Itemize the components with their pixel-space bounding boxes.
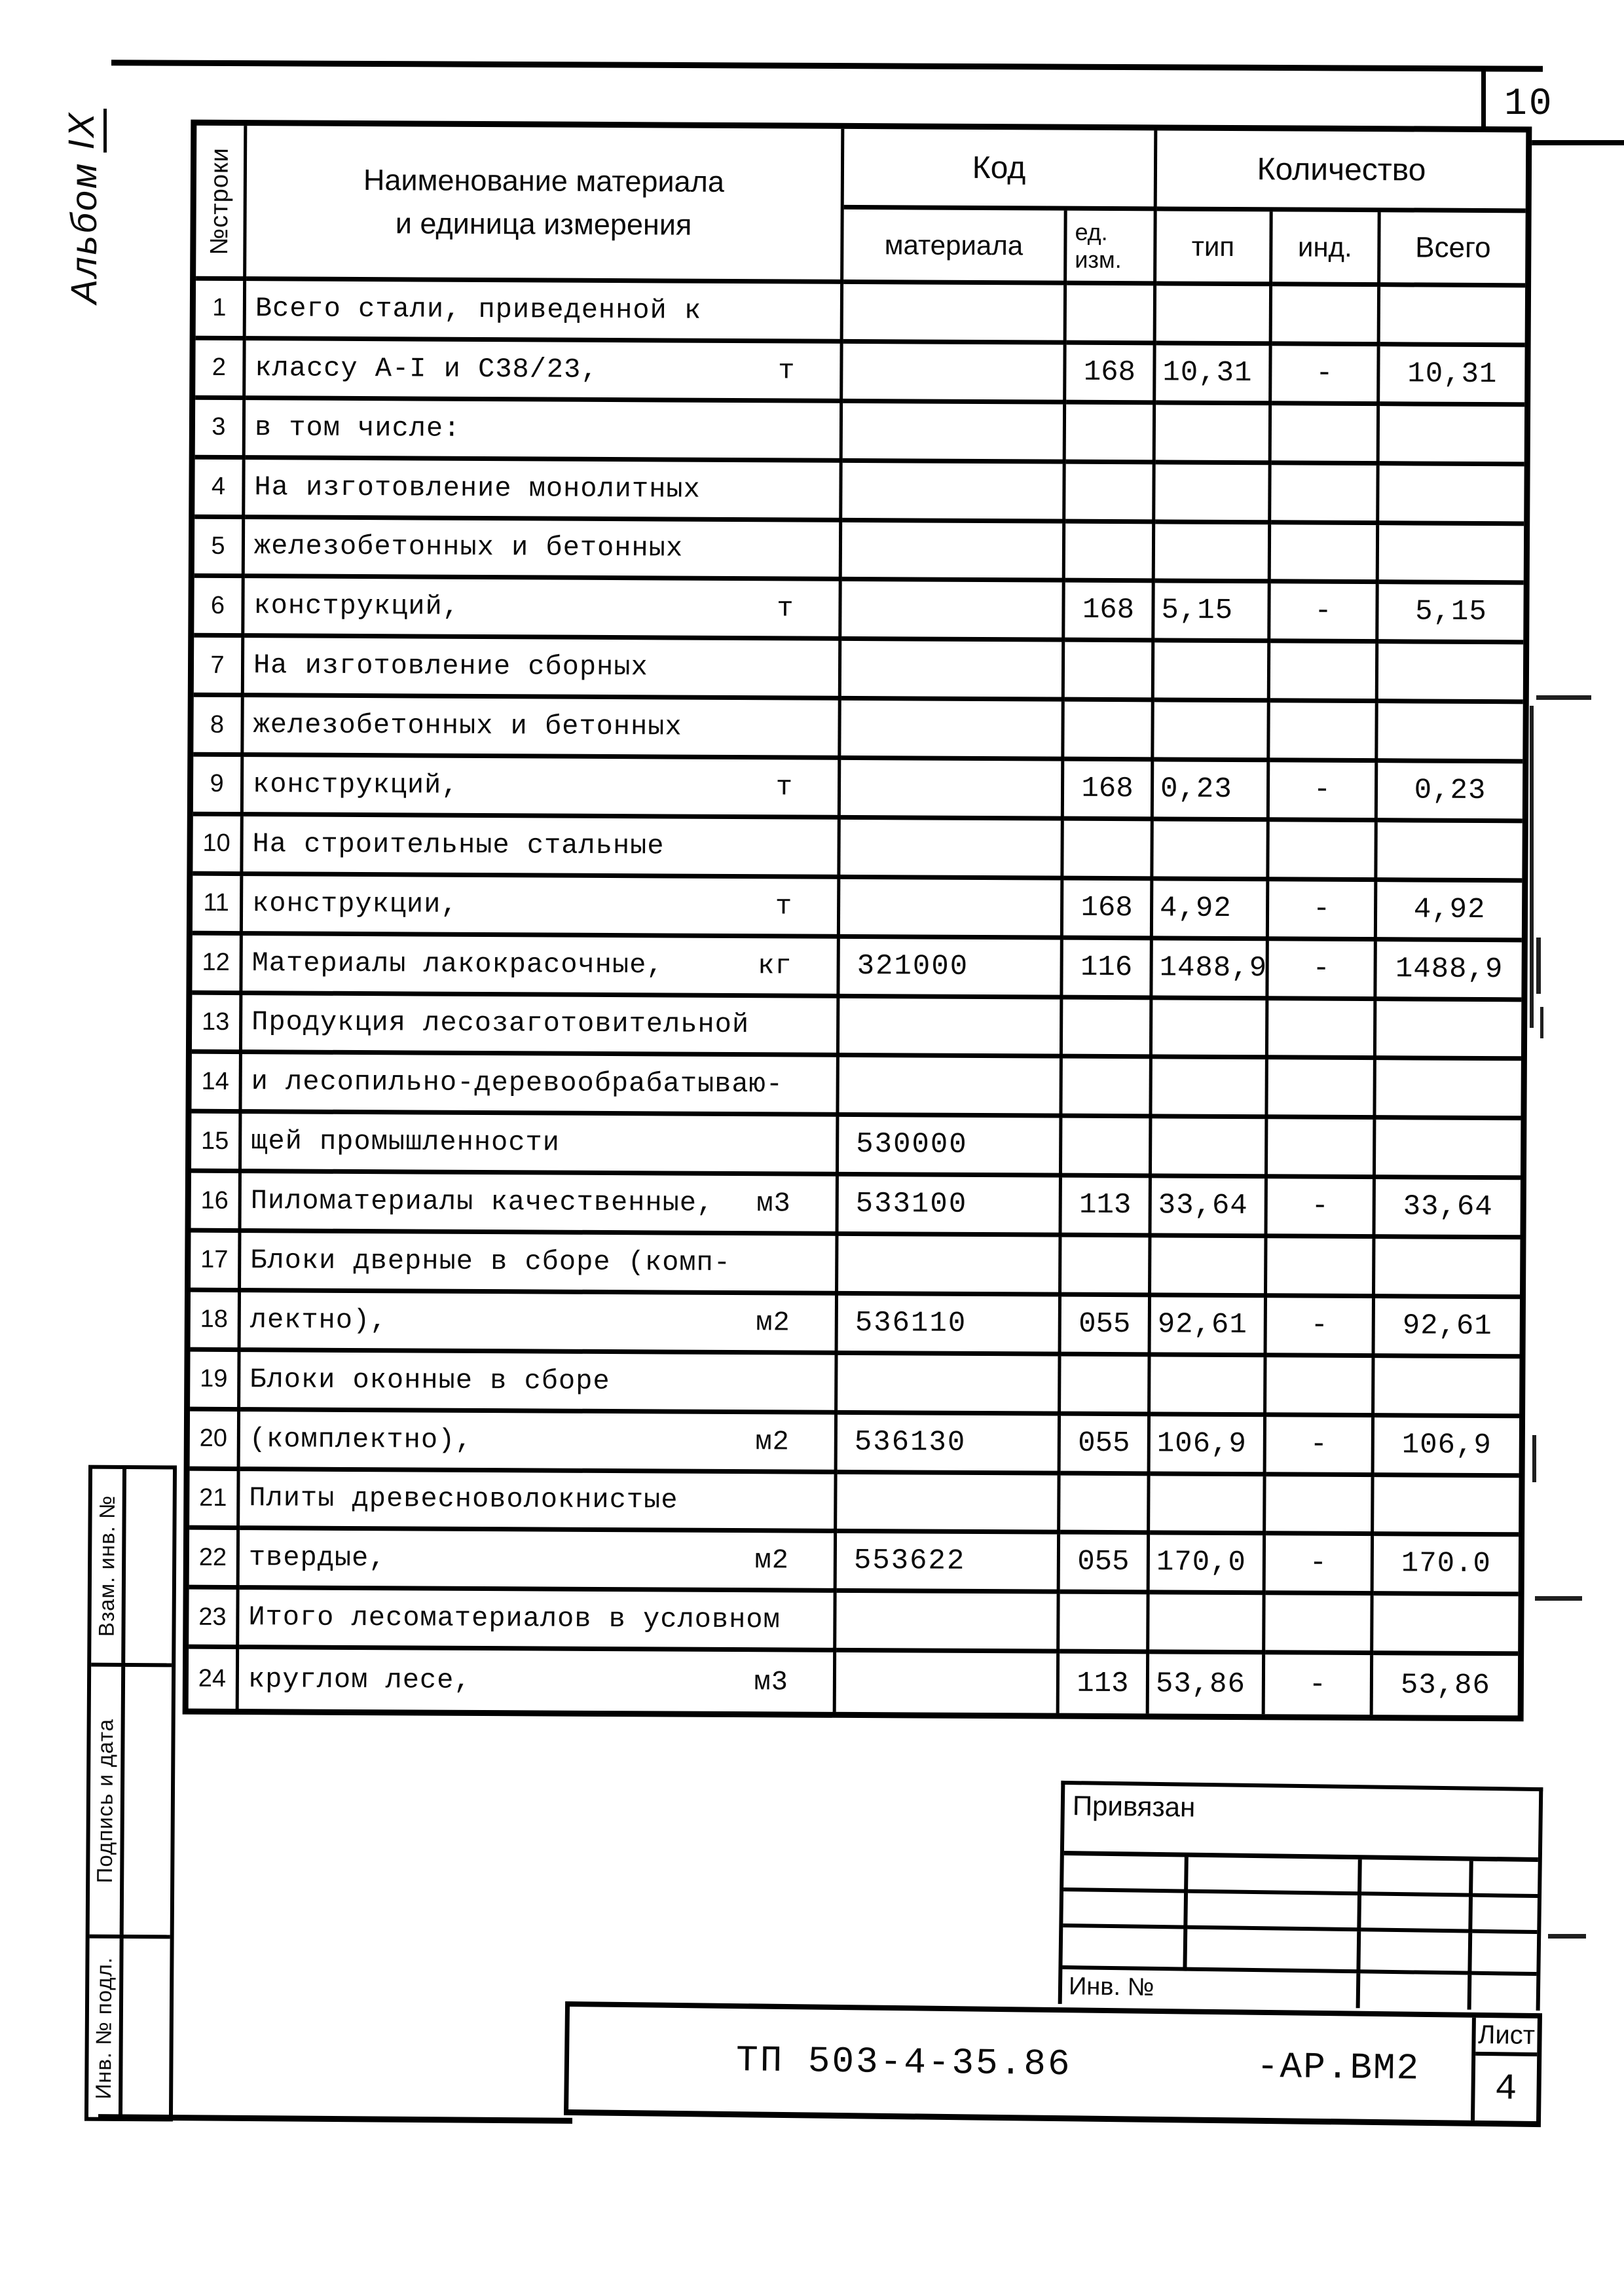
grid-cell [1360, 1973, 1472, 2009]
header-unit-line2: изм. [1075, 246, 1122, 273]
unit-code-cell [1061, 1356, 1151, 1416]
qty-ind-cell: - [1268, 941, 1376, 1001]
unit-code-cell: 055 [1061, 1415, 1151, 1476]
unit-code-cell [1062, 1118, 1152, 1178]
row-number-cell: 10 [193, 816, 243, 876]
material-name-cell [246, 400, 843, 463]
grid-cell [1471, 1975, 1537, 2011]
grid-cell [1472, 1897, 1538, 1934]
qty-total-cell: 1488,9 [1376, 941, 1521, 1002]
material-code-cell [837, 1474, 1060, 1535]
document-code: -АР.ВМ2 [1256, 2045, 1420, 2090]
material-name-cell [244, 638, 841, 701]
qty-type-cell [1156, 405, 1272, 465]
material-unit-text: м3 [756, 1188, 791, 1220]
material-name-cell [246, 340, 843, 403]
qty-ind-cell [1269, 822, 1377, 882]
qty-total-cell: 170.0 [1374, 1537, 1519, 1597]
material-code-cell [843, 403, 1066, 464]
qty-ind-cell: - [1267, 1178, 1375, 1239]
qty-total-cell [1379, 465, 1524, 526]
qty-ind-cell [1271, 524, 1379, 585]
album-label [59, 98, 107, 314]
material-name-text: Материалы лакокрасочные, [251, 947, 664, 981]
material-name-text: лектно), [249, 1303, 388, 1337]
album-label-text: Альбом [62, 161, 104, 304]
qty-total-cell [1380, 287, 1525, 347]
qty-type-cell [1152, 1119, 1268, 1179]
material-code-cell: 553622 [837, 1533, 1060, 1594]
qty-ind-cell: - [1270, 584, 1378, 644]
material-code-cell [840, 879, 1063, 940]
qty-ind-cell [1265, 1595, 1373, 1656]
row-number-cell: 14 [191, 1054, 242, 1114]
unit-code-cell [1060, 1594, 1149, 1654]
qty-type-cell [1151, 1237, 1267, 1298]
qty-ind-cell [1266, 1357, 1375, 1417]
material-name-cell [246, 281, 843, 344]
qty-total-cell: 92,61 [1375, 1298, 1520, 1358]
qty-type-cell: 106,9 [1151, 1416, 1266, 1476]
qty-type-cell: 0,23 [1154, 761, 1270, 822]
material-unit-text: т [777, 592, 794, 625]
qty-type-cell [1155, 464, 1271, 524]
row-number-cell: 4 [194, 459, 245, 519]
qty-type-cell: 53,86 [1149, 1654, 1265, 1714]
material-name-text: Плиты древесноволокнистые [249, 1482, 678, 1517]
qty-ind-cell [1268, 1120, 1376, 1180]
row-number-cell: 23 [189, 1590, 239, 1649]
sidebar-label-box [91, 1469, 126, 1663]
material-code-cell [836, 1593, 1060, 1654]
material-code-cell [841, 701, 1064, 761]
qty-total-cell [1375, 1358, 1519, 1418]
material-name-cell [241, 1173, 838, 1236]
material-name-cell [244, 578, 841, 641]
material-code-cell: 530000 [839, 1117, 1062, 1178]
row-number-cell: 11 [193, 875, 243, 935]
material-name-cell [239, 1649, 836, 1712]
qty-total-cell [1378, 644, 1523, 704]
material-name-text: и лесопильно-деревообрабатываю- [251, 1066, 784, 1101]
header-code-material: материала [843, 210, 1067, 285]
material-code-cell [841, 581, 1065, 642]
qty-ind-cell [1270, 702, 1378, 763]
material-code-cell [839, 1057, 1062, 1118]
header-row-number [196, 126, 247, 281]
qty-type-cell: 170,0 [1150, 1535, 1266, 1595]
row-number-cell: 3 [195, 399, 246, 459]
material-name-text: Блоки дверные в сборе (комп- [250, 1245, 731, 1279]
header-quantity-group: Количество [1157, 130, 1526, 213]
material-name-text: На изготовление сборных [253, 649, 648, 683]
material-code-cell [841, 641, 1065, 702]
title-stamp-main-cell [568, 2007, 1476, 2121]
qty-ind-cell: - [1269, 881, 1377, 941]
row-number-cell: 24 [189, 1649, 239, 1709]
material-name-cell [240, 1352, 838, 1415]
sheet-box [1475, 2018, 1538, 2121]
material-name-cell [240, 1530, 837, 1593]
qty-type-cell [1154, 643, 1270, 703]
material-name-cell [242, 995, 840, 1058]
row-number-cell: 16 [191, 1173, 241, 1233]
qty-type-cell [1155, 524, 1271, 584]
qty-type-cell [1156, 285, 1272, 346]
material-name-cell [245, 460, 842, 522]
unit-code-cell: 055 [1061, 1297, 1151, 1357]
header-unit-of-measure [1067, 211, 1157, 286]
qty-type-cell: 10,31 [1156, 345, 1272, 405]
unit-code-cell [1066, 404, 1156, 464]
material-code-cell: 533100 [838, 1176, 1061, 1237]
header-unit-line1: ед. [1075, 218, 1108, 246]
header-name-line1: Наименование материала [363, 163, 725, 198]
inv-number-label: Инв. № [1062, 1969, 1361, 2008]
unit-code-cell [1063, 821, 1153, 881]
material-name-text: классу А-I и С38/23, [255, 352, 599, 386]
qty-type-cell [1153, 1000, 1268, 1060]
qty-total-cell [1378, 703, 1522, 763]
header-row-number-text: №строки [205, 147, 234, 255]
material-name-cell [243, 876, 840, 939]
corner-sheet-number: 10 [1504, 82, 1554, 126]
qty-total-cell: 33,64 [1375, 1179, 1520, 1239]
material-name-cell [241, 1292, 838, 1355]
material-name-cell [241, 1233, 838, 1296]
grid-cell [1361, 1895, 1473, 1933]
material-code-cell [840, 998, 1063, 1059]
album-roman-numeral: IX [60, 109, 107, 153]
unit-code-cell [1063, 999, 1153, 1059]
row-number-cell: 20 [190, 1411, 240, 1470]
unit-code-cell [1062, 1059, 1152, 1119]
unit-code-cell [1064, 702, 1154, 762]
row-number-cell: 6 [194, 578, 244, 638]
material-unit-text: м2 [754, 1544, 790, 1576]
qty-total-cell: 10,31 [1380, 346, 1524, 407]
material-code-cell [841, 760, 1064, 821]
unit-code-cell: 113 [1061, 1178, 1151, 1238]
material-name-text: На изготовление монолитных [254, 471, 701, 505]
qty-ind-cell [1272, 405, 1380, 465]
material-unit-text: м2 [756, 1307, 790, 1339]
header-qty-total: Всего [1380, 212, 1526, 287]
qty-ind-cell: - [1265, 1654, 1373, 1715]
scan-artifact-dash [1536, 695, 1591, 700]
grid-cell [1187, 1929, 1361, 1974]
qty-ind-cell: - [1267, 1298, 1375, 1358]
row-number-cell: 12 [192, 935, 242, 994]
qty-ind-cell [1271, 465, 1379, 525]
unit-code-cell [1065, 523, 1155, 583]
material-code-cell: 536130 [838, 1414, 1061, 1475]
material-name-cell [245, 519, 842, 582]
sidebar-label-box [90, 1667, 125, 1935]
title-stamp [564, 2001, 1542, 2127]
sheet-number: 4 [1494, 2067, 1517, 2110]
qty-ind-cell: - [1270, 762, 1378, 822]
qty-total-cell [1375, 1239, 1520, 1299]
material-name-text: конструкций, [252, 769, 459, 801]
qty-type-cell [1151, 1357, 1266, 1417]
material-name-cell [240, 1471, 837, 1534]
grid-cell [1063, 1855, 1189, 1893]
material-code-cell [840, 820, 1063, 881]
qty-total-cell: 5,15 [1378, 585, 1523, 645]
header-code-group: Код [844, 129, 1158, 211]
materials-table [183, 120, 1532, 1722]
material-code-cell [842, 522, 1065, 583]
scan-artifact-stroke [1532, 1435, 1536, 1482]
sidebar-cell-inv-podl [88, 1939, 170, 2118]
qty-total-cell: 106,9 [1375, 1417, 1519, 1478]
qty-total-cell [1376, 1001, 1521, 1061]
page-frame-top-rule [111, 60, 1543, 72]
page-frame-bottom-line [98, 2114, 572, 2124]
qty-total-cell [1380, 406, 1524, 466]
scan-artifact-stroke [1536, 938, 1541, 994]
material-code-cell [836, 1652, 1060, 1713]
qty-type-cell [1154, 702, 1270, 762]
sidebar-inv-podl-label: Инв. № подл. [91, 1956, 117, 2100]
header-qty-ind: инд. [1272, 211, 1381, 287]
unit-code-cell [1067, 285, 1156, 346]
grid-cell [1361, 1859, 1473, 1897]
row-number-cell: 5 [194, 519, 245, 578]
header-qty-type: тип [1156, 211, 1273, 286]
unit-code-cell: 055 [1060, 1535, 1150, 1595]
material-name-text: (комплектно), [249, 1423, 473, 1456]
header-material-name [246, 126, 844, 284]
scan-artifact-frame-edge [1530, 706, 1534, 1028]
grid-cell [1063, 1891, 1188, 1929]
sidebar-cell-vzam [91, 1469, 173, 1667]
material-name-text: Итого лесоматериалов в условном [248, 1601, 781, 1636]
row-number-cell: 7 [194, 638, 244, 697]
unit-code-cell: 168 [1066, 345, 1156, 405]
material-code-cell [842, 462, 1065, 523]
qty-ind-cell [1268, 1000, 1376, 1061]
qty-ind-cell [1267, 1238, 1375, 1298]
qty-ind-cell: - [1272, 346, 1380, 406]
unit-code-cell [1065, 642, 1154, 702]
qty-type-cell: 33,64 [1151, 1178, 1267, 1238]
sidebar-podpis-label: Подпись и дата [92, 1718, 118, 1884]
qty-total-cell [1376, 1120, 1521, 1180]
row-number-cell: 13 [192, 994, 242, 1054]
row-number-cell: 17 [191, 1233, 241, 1292]
qty-ind-cell: - [1266, 1417, 1375, 1477]
material-name-text: щей промышленности [251, 1125, 561, 1159]
qty-total-cell: 0,23 [1378, 763, 1522, 823]
material-code-cell [843, 284, 1067, 345]
scan-artifact-dash [1535, 1596, 1582, 1601]
material-name-cell [243, 816, 840, 879]
unit-code-cell: 168 [1064, 761, 1154, 822]
unit-code-cell: 113 [1060, 1654, 1149, 1714]
material-code-cell: 536110 [838, 1296, 1061, 1357]
material-code-cell [838, 1355, 1061, 1416]
qty-total-cell: 4,92 [1377, 882, 1522, 942]
qty-ind-cell [1272, 286, 1380, 346]
unit-code-cell [1065, 464, 1155, 524]
material-name-text: На строительные стальные [252, 828, 665, 862]
privyazan-header: Привязан [1064, 1785, 1539, 1862]
material-unit-text: т [775, 890, 793, 922]
row-number-cell: 1 [196, 281, 246, 340]
qty-type-cell: 4,92 [1153, 881, 1269, 941]
grid-cell [1187, 1893, 1361, 1932]
material-code-cell [838, 1236, 1061, 1297]
qty-type-cell: 92,61 [1151, 1297, 1267, 1357]
material-name-text: в том числе: [254, 411, 461, 445]
unit-code-cell [1060, 1475, 1150, 1535]
qty-total-cell [1379, 525, 1524, 585]
material-name-cell [239, 1590, 836, 1652]
qty-type-cell: 5,15 [1154, 583, 1270, 644]
grid-cell [1471, 1933, 1537, 1976]
unit-code-cell [1061, 1237, 1151, 1298]
qty-type-cell [1153, 821, 1269, 881]
material-unit-text: т [778, 355, 796, 387]
material-name-cell [244, 757, 841, 820]
material-name-cell [242, 1054, 839, 1117]
sidebar-label-box [88, 1939, 124, 2117]
sheet-label: Лист [1475, 2018, 1538, 2056]
row-number-cell: 18 [191, 1292, 241, 1352]
row-number-cell: 8 [193, 697, 244, 757]
qty-total-cell [1376, 1061, 1521, 1121]
qty-total-cell [1374, 1477, 1519, 1537]
material-name-text: Блоки оконные в сборе [249, 1363, 610, 1397]
qty-ind-cell [1268, 1060, 1376, 1120]
material-name-text: конструкции, [251, 887, 458, 920]
qty-type-cell [1150, 1476, 1266, 1536]
header-name-line2: и единица измерения [395, 206, 692, 242]
row-number-cell: 2 [195, 340, 246, 400]
material-code-cell: 321000 [840, 938, 1063, 999]
material-unit-text: м2 [755, 1425, 790, 1458]
material-unit-text: кг [758, 949, 792, 982]
row-number-cell: 21 [189, 1470, 240, 1530]
qty-total-cell [1373, 1595, 1518, 1656]
material-name-text: Всего стали, приведенной к [255, 293, 702, 327]
row-number-cell: 22 [189, 1530, 240, 1590]
material-name-text: железобетонных и бетонных [253, 709, 682, 743]
row-number-cell: 19 [190, 1351, 240, 1411]
material-name-cell [242, 1114, 839, 1176]
qty-total-cell: 53,86 [1400, 1668, 1491, 1702]
qty-type-cell: 1488,9 [1153, 940, 1268, 1000]
row-number-cell: 9 [193, 757, 244, 816]
grid-cell [1473, 1861, 1538, 1898]
drafting-sidebar [84, 1465, 177, 2122]
document-number: ТП 503-4-35.86 [735, 2039, 1072, 2085]
scan-artifact-dash [1548, 1934, 1586, 1939]
sidebar-vzam-label: Взам. инв. № [94, 1495, 119, 1637]
material-name-text: круглом лесе, [248, 1663, 471, 1696]
material-name-text: конструкций, [253, 590, 460, 623]
unit-code-cell: 116 [1063, 939, 1153, 1000]
qty-ind-cell: - [1266, 1536, 1374, 1596]
qty-ind-cell [1266, 1476, 1374, 1537]
material-name-text: Продукция лесозаготовительной [251, 1006, 750, 1041]
sidebar-cell-podpis [90, 1667, 172, 1939]
material-unit-text: т [775, 771, 794, 803]
material-name-cell [242, 936, 840, 998]
material-name-cell [240, 1412, 838, 1474]
qty-ind-cell [1270, 644, 1378, 704]
grid-cell [1062, 1927, 1187, 1971]
unit-code-cell: 168 [1065, 583, 1154, 643]
row-number-cell: 15 [191, 1114, 242, 1173]
grid-cell [1188, 1857, 1362, 1896]
material-code-cell [843, 344, 1066, 405]
material-name-cell [244, 697, 841, 760]
material-name-text: твердые, [248, 1542, 386, 1575]
scan-artifact-stroke [1540, 1007, 1543, 1038]
grid-cell [1360, 1931, 1472, 1975]
material-unit-text: м3 [754, 1666, 789, 1698]
material-name-text: Пиломатериалы качественные, [250, 1185, 714, 1219]
unit-code-cell: 168 [1063, 880, 1153, 940]
privyazan-block [1058, 1781, 1543, 2011]
qty-total-cell [1377, 822, 1522, 883]
qty-type-cell [1152, 1059, 1268, 1120]
qty-type-cell [1149, 1595, 1265, 1655]
material-name-text: железобетонных и бетонных [253, 530, 684, 565]
